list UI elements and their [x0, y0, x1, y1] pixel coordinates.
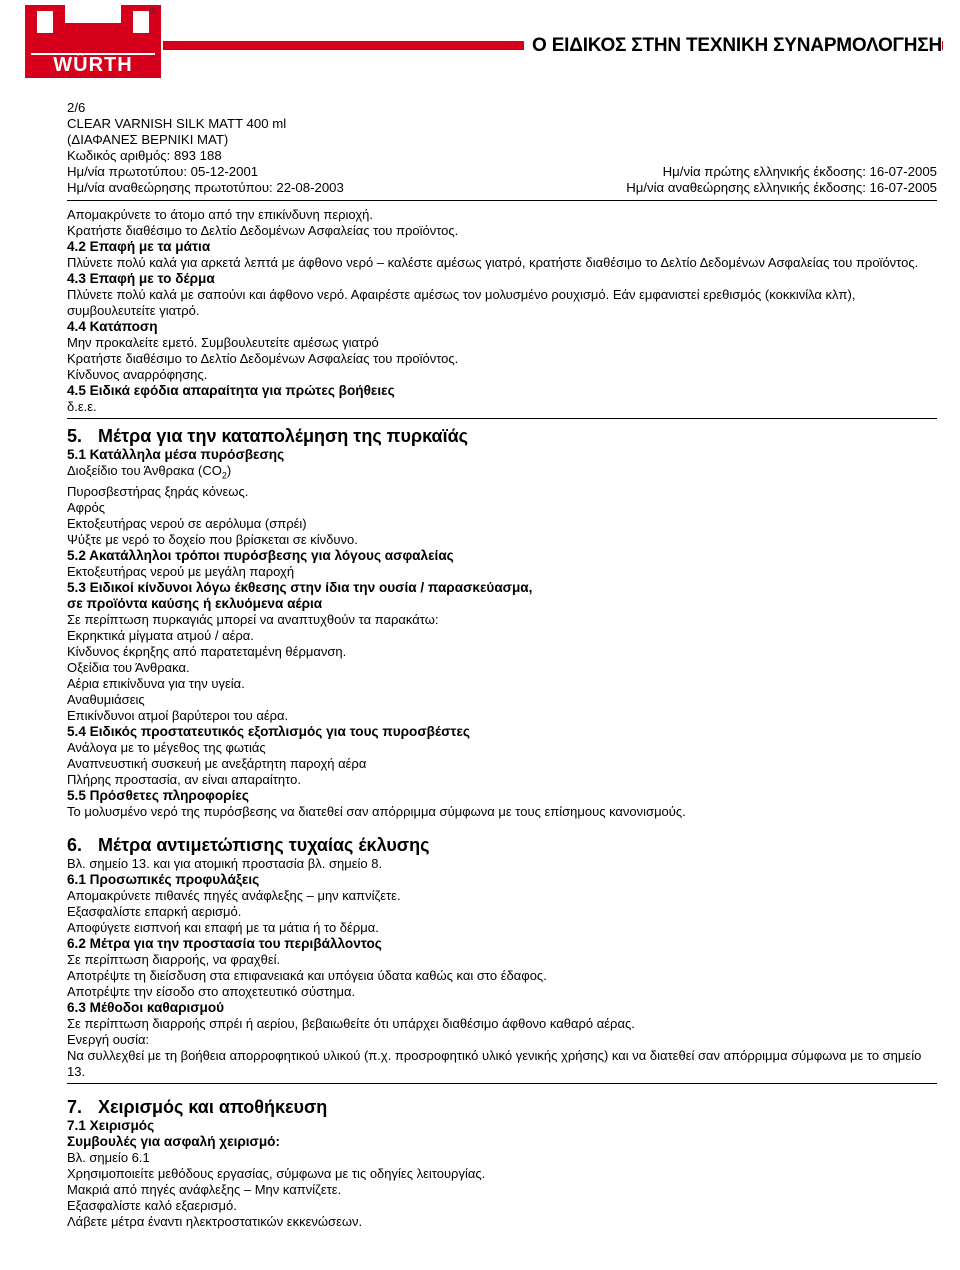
text-5-3-c: Κίνδυνος έκρηξης από παρατεταμένη θέρμανση. [67, 643, 347, 659]
product-code: Κωδικός αριθμός: 893 188 [67, 148, 222, 163]
document-meta [67, 100, 937, 196]
heading-5-1: 5.1 Κατάλληλα μέσα πυρόσβεσης [67, 447, 285, 462]
text-5-3-b: Εκρηκτικά μίγματα ατμού / αέρα. [67, 627, 254, 643]
header-tagline: Ο ΕΙΔΙΚΟΣ ΣΤΗΝ ΤΕΧΝΙΚΗ ΣΥΝΑΡΜΟΛΟΓΗΣΗ [524, 35, 942, 57]
text-6-3-b: Ενεργή ουσία: [67, 1031, 150, 1047]
spacer [67, 820, 937, 834]
text-6-3-a: Σε περίπτωση διαρροής σπρέι ή αερίου, βεβαιωθείτε ότι υπάρχει διαθέσιμο άφθονο καθαρό αέρας. [67, 1015, 635, 1031]
text-4-4-c: Κίνδυνος αναρρόφησης. [67, 367, 208, 382]
heading-5-2: 5.2 Ακατάλληλοι τρόποι πυρόσβεσης για λόγους ασφαλείας [67, 547, 454, 563]
text-5-3-f: Αναθυμιάσεις [67, 691, 145, 707]
section-5-number: 5. [67, 426, 83, 446]
text-5-1-a-main: Διοξείδιο του Άνθρακα (CO [67, 463, 222, 478]
document-body [67, 207, 937, 1230]
dates-row-1 [67, 164, 937, 180]
wurth-logo [23, 5, 163, 78]
text-5-1-d: Εκτοξευτήρας νερού σε αερόλυμα (σπρέι) [67, 515, 307, 531]
heading-5-3-line2: σε προϊόντα καύσης ή εκλυόμενα αέρια [67, 595, 323, 611]
heading-6-2: 6.2 Μέτρα για την προστασία του περιβάλλοντος [67, 935, 382, 951]
text-7-1-a: Βλ. σημείο 6.1 [67, 1149, 150, 1165]
text-6-1-c: Αποφύγετε εισπνοή και επαφή με τα μάτια ή το δέρμα. [67, 919, 379, 935]
heading-4-4: 4.4 Κατάποση [67, 319, 158, 334]
heading-4-2: 4.2 Επαφή με τα μάτια [67, 239, 211, 254]
heading-6-3: 6.3 Μέθοδοι καθαρισμού [67, 999, 225, 1015]
greek-first-edition-date: Ημ/νία πρώτης ελληνικής έκδοσης: 16-07-2005 [662, 164, 937, 179]
text-4-5: δ.ε.ε. [67, 399, 97, 414]
dates-row-2 [67, 180, 937, 196]
text-6-intro: Βλ. σημείο 13. και για ατομική προστασία βλ. σημείο 8. [67, 855, 383, 871]
text-5-4-b: Αναπνευστική συσκευή με ανεξάρτητη παροχή αέρα [67, 755, 367, 771]
section-5-title [67, 425, 937, 447]
page-number: 2/6 [67, 100, 86, 115]
text-4-4-a: Μην προκαλείτε εμετό. Συμβουλευτείτε αμέσως γιατρό [67, 335, 379, 350]
section-7-number: 7. [67, 1096, 83, 1117]
text-5-1-e: Ψύξτε με νερό το δοχείο που βρίσκεται σε κίνδυνο. [67, 531, 358, 547]
text-5-2: Εκτοξευτήρας νερού με μεγάλη παροχή [67, 563, 295, 579]
heading-4-3: 4.3 Επαφή με το δέρμα [67, 271, 215, 286]
co2-subscript: 2 [221, 470, 227, 481]
section-7-title-text: Χειρισμός και αποθήκευση [98, 1096, 328, 1117]
heading-5-4: 5.4 Ειδικός προστατευτικός εξοπλισμός για τους πυροσβέστες [67, 723, 470, 739]
text-7-1-d: Εξασφαλίστε καλό εξαερισμό. [67, 1197, 237, 1213]
wurth-logo-graphic [23, 5, 163, 78]
s4-intro-1: Απομακρύνετε το άτομο από την επικίνδυνη περιοχή. [67, 207, 373, 222]
text-5-3-e: Αέρια επικίνδυνα για την υγεία. [67, 675, 245, 691]
text-6-3-c: Να συλλεχθεί με τη βοήθεια απορροφητικού υλικού (π.χ. προσροφητικό υλικό γενικής χρήσης) και να διατεθεί σαν απόρριμμα σύμφωνα με το σημείο 13. [67, 1047, 922, 1079]
heading-7-1: 7.1 Χειρισμός [67, 1117, 155, 1133]
header-divider [67, 200, 937, 201]
greek-revision-date: Ημ/νία αναθεώρησης ελληνικής έκδοσης: 16-07-2005 [626, 180, 937, 195]
text-4-2: Πλύνετε πολύ καλά για αρκετά λεπτά με άφθονο νερό – καλέστε αμέσως γιατρό, κρατήστε διαθέσιμο το Δελτίο Δεδομένων Ασφαλείας του προϊόντος. [67, 255, 919, 270]
text-5-1-c: Αφρός [67, 499, 105, 515]
product-name: CLEAR VARNISH SILK MATT 400 ml [67, 116, 287, 131]
section-6-number: 6. [67, 834, 83, 855]
heading-6-1: 6.1 Προσωπικές προφυλάξεις [67, 871, 260, 887]
text-5-4-c: Πλήρης προστασία, αν είναι απαραίτητο. [67, 771, 301, 787]
text-5-3-a: Σε περίπτωση πυρκαγιάς μπορεί να αναπτυχθούν τα παρακάτω: [67, 611, 439, 627]
registered-trademark: ® [150, 6, 156, 15]
text-6-2-c: Αποτρέψτε την είσοδο στο αποχετευτικό σύστημα. [67, 983, 356, 999]
section-6-title-text: Μέτρα αντιμετώπισης τυχαίας έκλυσης [98, 834, 430, 855]
s4-intro-2: Κρατήστε διαθέσιμο το Δελτίο Δεδομένων Ασφαλείας του προϊόντος. [67, 223, 459, 238]
text-7-1-e: Λάβετε μέτρα έναντι ηλεκτροστατικών εκκενώσεων. [67, 1213, 363, 1229]
section-7-title [67, 1096, 937, 1118]
text-4-4-b: Κρατήστε διαθέσιμο το Δελτίο Δεδομένων Ασφαλείας του προϊόντος. [67, 351, 459, 366]
heading-4-5: 4.5 Ειδικά εφόδια απαραίτητα για πρώτες βοήθειες [67, 383, 395, 398]
text-5-3-d: Οξείδια του Άνθρακα. [67, 659, 190, 675]
text-6-1-a: Απομακρύνετε πιθανές πηγές ανάφλεξης – μην καπνίζετε. [67, 887, 401, 903]
text-7-1-b: Χρησιμοποιείτε μεθόδους εργασίας, σύμφωνα με τις οδηγίες λειτουργίας. [67, 1165, 486, 1181]
text-5-1-a-close: ) [226, 463, 232, 478]
heading-5-5: 5.5 Πρόσθετες πληροφορίες [67, 787, 249, 803]
original-revision-date: Ημ/νία αναθεώρησης πρωτοτύπου: 22-08-2003 [67, 180, 344, 195]
text-5-4-a: Ανάλογα με το μέγεθος της φωτιάς [67, 739, 266, 755]
heading-7-1-safe-handling: Συμβουλές για ασφαλή χειρισμό: [67, 1133, 280, 1149]
text-6-2-b: Αποτρέψτε τη διείσδυση στα επιφανειακά και υπόγεια ύδατα καθώς και στο έδαφος. [67, 967, 547, 983]
logo-wordmark: WÜRTH [53, 54, 133, 76]
original-date: Ημ/νία πρωτοτύπου: 05-12-2001 [67, 164, 259, 179]
text-5-1-b: Πυροσβεστήρας ξηράς κόνεως. [67, 483, 249, 499]
heading-5-3-line1: 5.3 Ειδικοί κίνδυνοι λόγω έκθεσης στην ίδια την ουσία / παρασκεύασμα, [67, 579, 533, 595]
text-5-1-a [67, 463, 937, 484]
section-divider [67, 1083, 937, 1084]
text-7-1-c: Μακριά από πηγές ανάφλεξης – Μην καπνίζετε. [67, 1181, 342, 1197]
text-5-3-g: Επικίνδυνοι ατμοί βαρύτεροι του αέρα. [67, 707, 289, 723]
section-5-title-text: Μέτρα για την καταπολέμηση της πυρκαϊάς [98, 426, 469, 446]
text-6-2-a: Σε περίπτωση διαρροής, να φραχθεί. [67, 951, 281, 967]
section-6-title [67, 834, 937, 856]
text-5-5: Το μολυσμένο νερό της πυρόσβεσης να διατεθεί σαν απόρριμμα σύμφωνα με τους επίσημους κανονισμούς. [67, 803, 686, 819]
product-name-greek: (ΔΙΑΦΑΝΕΣ ΒΕΡΝΙΚΙ ΜΑΤ) [67, 132, 229, 147]
section-divider [67, 418, 937, 419]
text-4-3: Πλύνετε πολύ καλά με σαπούνι και άφθονο νερό. Αφαιρέστε αμέσως τον μολυσμένο ρουχισμό. Εάν εμφανιστεί ερεθισμός (κοκκινίλα κλπ), συμβουλευτείτε γιατρό. [67, 287, 856, 318]
text-6-1-b: Εξασφαλίστε επαρκή αερισμό. [67, 903, 242, 919]
